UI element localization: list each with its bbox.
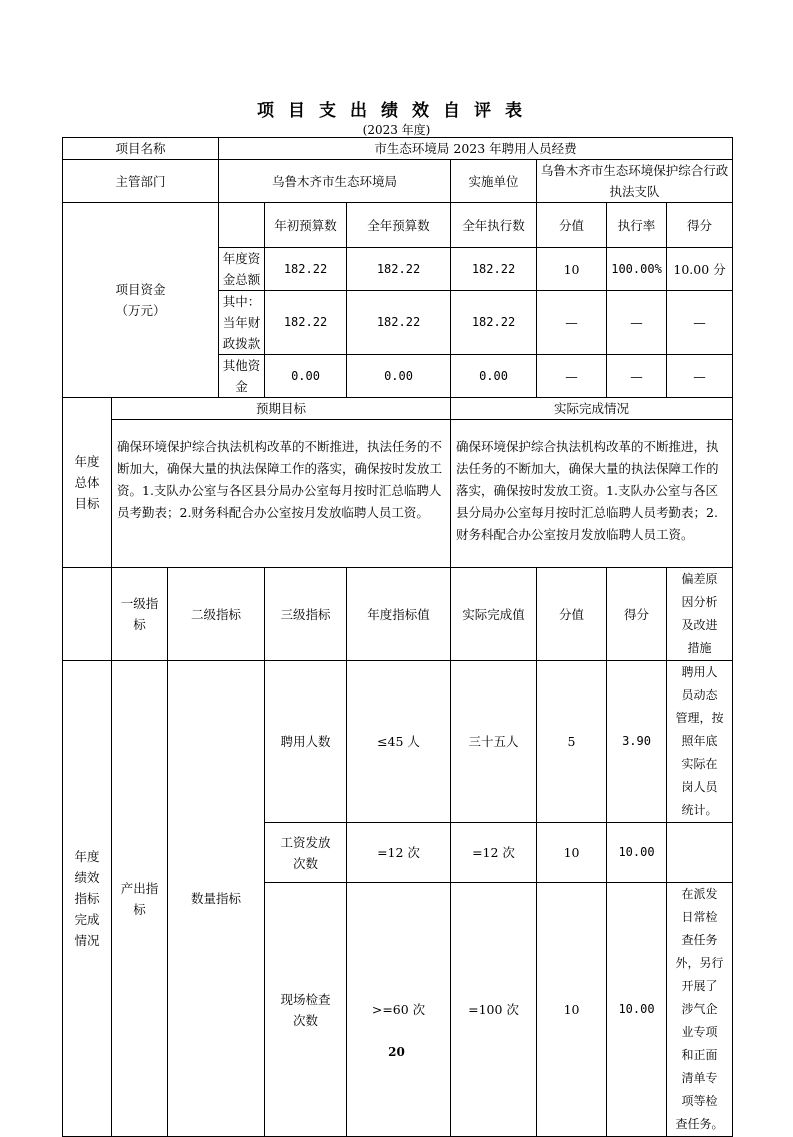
goals-label: 年度 总体 目标 <box>63 398 112 568</box>
funds-executed: 182.22 <box>451 291 537 355</box>
indicator-score: 3.90 <box>607 661 667 823</box>
funds-row-label: 其中：当年财政拨款 <box>219 291 265 355</box>
funds-score-value: 10 <box>537 248 607 291</box>
indicator-actual: =12 次 <box>451 823 537 883</box>
goals-header-row <box>63 398 733 420</box>
indicator-target: =12 次 <box>347 823 451 883</box>
indicator-name: 现场检查 次数 <box>265 883 347 1137</box>
indicator-actual: 三十五人 <box>451 661 537 823</box>
header-level2: 二级指标 <box>168 568 265 661</box>
goals-text-row <box>63 420 733 568</box>
indicator-name: 工资发放 次数 <box>265 823 347 883</box>
indicator-score-value: 5 <box>537 661 607 823</box>
indicator-deviation: 在派发 日常检 查任务 外，另行 开展了 涉气企 业专项 和正面 清单专 项等检 查任务。 <box>667 883 733 1137</box>
funds-header-rate: 执行率 <box>607 203 667 248</box>
funds-score: — <box>667 291 733 355</box>
header-actual: 实际完成值 <box>451 568 537 661</box>
funds-rate: — <box>607 291 667 355</box>
actual-goal-header: 实际完成情况 <box>451 398 733 420</box>
actual-goal-text: 确保环境保护综合执法机构改革的不断推进，执法任务的不断加大，确保大量的执法保障工作的落实，确保按时发放工资。1.支队办公室与各区县分局办公室每月按时汇总临聘人员考勤表；2.财务科配合办公室按月发放临聘人员工资。 <box>451 420 733 568</box>
impl-value: 乌鲁木齐市生态环境保护综合行政执法支队 <box>537 160 733 203</box>
header-score: 得分 <box>607 568 667 661</box>
expected-goal-header: 预期目标 <box>112 398 451 420</box>
indicator-header-row <box>63 568 733 661</box>
indicator-deviation: 聘用人 员动态 管理，按 照年底 实际在 岗人员 统计。 <box>667 661 733 823</box>
funds-row-label: 年度资金总额 <box>219 248 265 291</box>
funds-header-annual: 全年预算数 <box>347 203 451 248</box>
impl-label: 实施单位 <box>451 160 537 203</box>
header-level1: 一级指 标 <box>112 568 168 661</box>
header-level3: 三级指标 <box>265 568 347 661</box>
funds-header-score-value: 分值 <box>537 203 607 248</box>
funds-row-label: 其他资金 <box>219 355 265 398</box>
indicator-header-blank <box>63 568 112 661</box>
funds-header-executed: 全年执行数 <box>451 203 537 248</box>
level2-value: 数量指标 <box>168 661 265 1137</box>
dept-value: 乌鲁木齐市生态环境局 <box>219 160 451 203</box>
funds-rate: — <box>607 355 667 398</box>
funds-score: 10.00 分 <box>667 248 733 291</box>
funds-initial: 182.22 <box>265 248 347 291</box>
project-name-value: 市生态环境局 2023 年聘用人员经费 <box>219 138 733 160</box>
funds-rate: 100.00% <box>607 248 667 291</box>
funds-score-value: — <box>537 291 607 355</box>
page-subtitle: (2023 年度) <box>362 123 431 137</box>
header-score-value: 分值 <box>537 568 607 661</box>
indicator-target: >=60 次 <box>347 883 451 1137</box>
performance-section-label: 年度 绩效 指标 完成 情况 <box>63 661 112 1137</box>
indicator-deviation <box>667 823 733 883</box>
indicator-row <box>63 661 733 823</box>
page-title: 项目支出绩效自评表 <box>257 101 536 121</box>
evaluation-table <box>62 137 733 1137</box>
indicator-score-value: 10 <box>537 883 607 1137</box>
funds-executed: 182.22 <box>451 248 537 291</box>
funds-header-score: 得分 <box>667 203 733 248</box>
funds-header-initial: 年初预算数 <box>265 203 347 248</box>
funds-label: 项目资金 （万元） <box>63 203 219 398</box>
header-deviation: 偏差原 因分析 及改进 措施 <box>667 568 733 661</box>
department-row <box>63 160 733 203</box>
level1-value: 产出指 标 <box>112 661 168 1137</box>
funds-annual: 182.22 <box>347 291 451 355</box>
funds-header-row <box>63 203 733 248</box>
dept-label: 主管部门 <box>63 160 219 203</box>
page-number: 20 <box>388 1045 405 1059</box>
project-name-row <box>63 138 733 160</box>
indicator-actual: =100 次 <box>451 883 537 1137</box>
funds-blank-cell <box>219 203 265 248</box>
funds-initial: 0.00 <box>265 355 347 398</box>
funds-initial: 182.22 <box>265 291 347 355</box>
indicator-target: ≤45 人 <box>347 661 451 823</box>
header-target: 年度指标值 <box>347 568 451 661</box>
expected-goal-text: 确保环境保护综合执法机构改革的不断推进，执法任务的不断加大，确保大量的执法保障工作的落实，确保按时发放工资。1.支队办公室与各区县分局办公室每月按时汇总临聘人员考勤表；2.财务科配合办公室按月发放临聘人员工资。 <box>112 420 451 568</box>
indicator-score-value: 10 <box>537 823 607 883</box>
indicator-name: 聘用人数 <box>265 661 347 823</box>
funds-score: — <box>667 355 733 398</box>
funds-annual: 182.22 <box>347 248 451 291</box>
indicator-score: 10.00 <box>607 823 667 883</box>
funds-score-value: — <box>537 355 607 398</box>
project-name-label: 项目名称 <box>63 138 219 160</box>
indicator-score: 10.00 <box>607 883 667 1137</box>
funds-annual: 0.00 <box>347 355 451 398</box>
funds-executed: 0.00 <box>451 355 537 398</box>
